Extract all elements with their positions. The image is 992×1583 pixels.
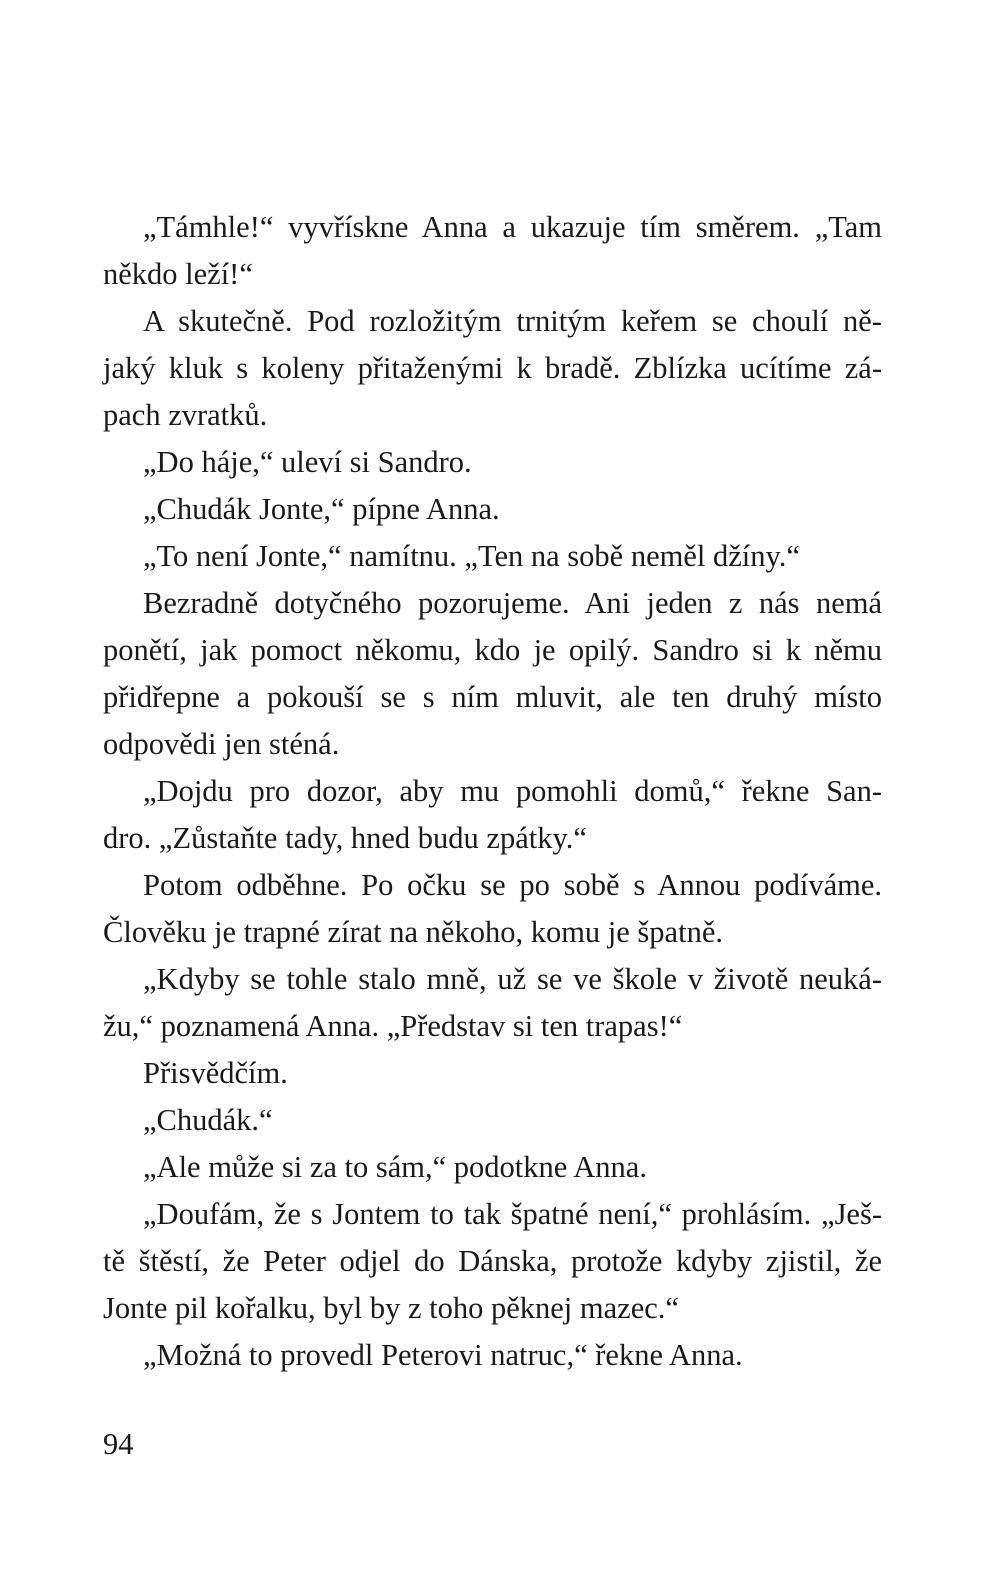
text-line: „Kdyby se tohle stalo mně, už se ve škole v životě neuká- bbox=[143, 962, 882, 996]
text-line: pach zvratků. bbox=[103, 398, 268, 432]
text-line: Bezradně dotyčného pozorujeme. Ani jeden z nás nemá bbox=[143, 586, 882, 620]
text-line: „Chudák Jonte,“ pípne Anna. bbox=[143, 492, 500, 526]
text-line: Potom odběhne. Po očku se po sobě s Annou podíváme. bbox=[143, 868, 882, 902]
text-line: Přisvědčím. bbox=[143, 1056, 288, 1090]
text-line: žu,“ poznamená Anna. „Představ si ten trapas!“ bbox=[103, 1009, 683, 1043]
text-line: přidřepne a pokouší se s ním mluvit, ale ten druhý místo bbox=[103, 680, 882, 714]
text-line: „Do háje,“ uleví si Sandro. bbox=[143, 445, 472, 479]
text-line: někdo leží!“ bbox=[103, 257, 253, 291]
page-number: 94 bbox=[103, 1427, 134, 1461]
text-line: „Možná to provedl Peterovi natruc,“ řekne Anna. bbox=[143, 1338, 743, 1372]
text-line: „To není Jonte,“ namítnu. „Ten na sobě neměl džíny.“ bbox=[143, 539, 800, 573]
text-line: Člověku je trapné zírat na někoho, komu je špatně. bbox=[103, 915, 723, 949]
text-line: „Támhle!“ vyvřískne Anna a ukazuje tím směrem. „Tam bbox=[143, 210, 882, 244]
text-line: odpovědi jen sténá. bbox=[103, 727, 340, 761]
text-line: jaký kluk s koleny přitaženými k bradě. Zblízka ucítíme zá- bbox=[103, 351, 882, 385]
text-line: ponětí, jak pomoct někomu, kdo je opilý. Sandro si k němu bbox=[103, 633, 882, 667]
text-line: A skutečně. Pod rozložitým trnitým keřem se choulí ně- bbox=[143, 304, 882, 338]
text-line: „Chudák.“ bbox=[143, 1103, 273, 1137]
text-line: tě štěstí, že Peter odjel do Dánska, protože kdyby zjistil, že bbox=[103, 1244, 882, 1278]
text-line: Jonte pil kořalku, byl by z toho pěknej mazec.“ bbox=[103, 1291, 679, 1325]
body-text bbox=[103, 204, 882, 1379]
text-line: „Dojdu pro dozor, aby mu pomohli domů,“ řekne San- bbox=[143, 774, 882, 808]
text-line: „Doufám, že s Jontem to tak špatné není,“ prohlásím. „Ješ- bbox=[143, 1197, 882, 1231]
text-line: dro. „Zůstaňte tady, hned budu zpátky.“ bbox=[103, 821, 587, 855]
text-line: „Ale může si za to sám,“ podotkne Anna. bbox=[143, 1150, 647, 1184]
